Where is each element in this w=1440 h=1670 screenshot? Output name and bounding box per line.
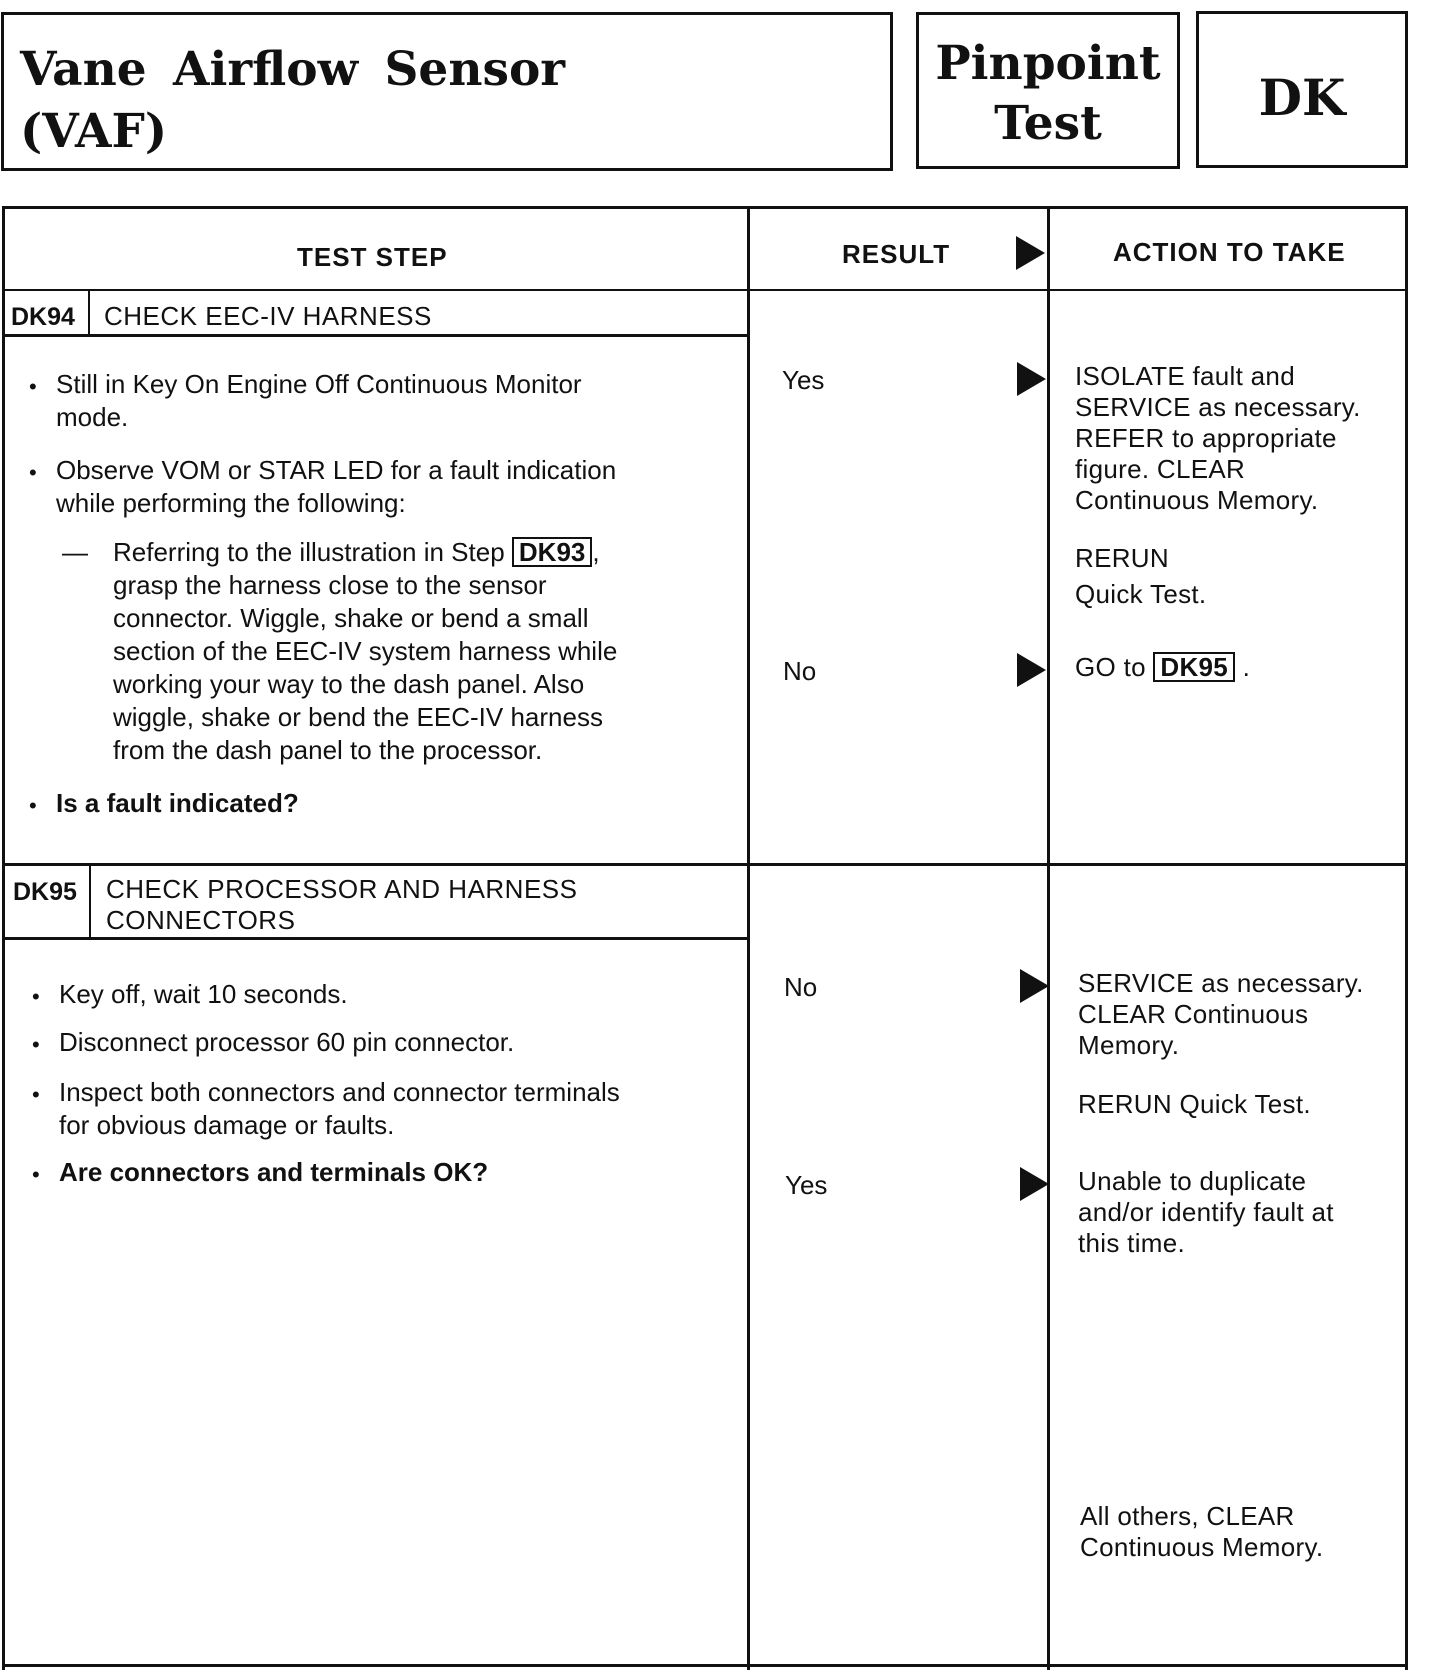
- title-line-1: Vane Airflow Sensor: [20, 42, 566, 97]
- text-span: GO to: [1075, 652, 1146, 682]
- step-text: [56, 454, 616, 520]
- header-test-step: TEST STEP: [297, 242, 448, 272]
- step-text: Disconnect processor 60 pin connector.: [59, 1027, 515, 1057]
- step-text: Key off, wait 10 seconds.: [59, 979, 348, 1009]
- step-id: DK94: [11, 303, 75, 331]
- step-text: [56, 368, 582, 434]
- step-text: [113, 536, 617, 767]
- action-text: [1075, 540, 1206, 612]
- text-line: ISOLATE fault and: [1075, 361, 1295, 391]
- action-text: [1075, 361, 1361, 516]
- text-line: Inspect both connectors and connector terminals: [59, 1077, 620, 1107]
- text-line: Observe VOM or STAR LED for a fault indication: [56, 455, 617, 485]
- title-box: [1, 12, 893, 171]
- action-text: RERUN Quick Test.: [1078, 1089, 1311, 1119]
- arrow-right-icon: [1020, 1167, 1049, 1201]
- text-line: REFER to appropriate: [1075, 423, 1337, 453]
- dash-mark: —: [62, 537, 88, 567]
- result-yes: Yes: [785, 1170, 828, 1200]
- step-title: CHECK EEC-IV HARNESS: [104, 301, 432, 331]
- text-line: mode.: [56, 402, 129, 432]
- pinpoint-label: Pinpoint: [935, 36, 1161, 91]
- step-reference-link[interactable]: DK93: [512, 537, 592, 567]
- text-line: CONNECTORS: [106, 905, 296, 935]
- bullet-icon: •: [32, 984, 40, 1009]
- result-yes: Yes: [782, 365, 825, 395]
- arrow-right-icon: [1017, 653, 1046, 687]
- step-question: Is a fault indicated?: [56, 788, 299, 818]
- text-line: SERVICE as necessary.: [1075, 392, 1361, 422]
- text-line: Unable to duplicate: [1078, 1166, 1307, 1196]
- header-result: RESULT: [842, 239, 951, 269]
- text-line: Continuous Memory.: [1075, 485, 1319, 515]
- text-line: this time.: [1078, 1228, 1186, 1258]
- step-title: [106, 874, 577, 936]
- arrow-right-icon: [1016, 236, 1045, 270]
- step-text: [59, 1076, 620, 1142]
- text-span: Referring to the illustration in Step: [113, 537, 505, 567]
- arrow-right-icon: [1020, 969, 1049, 1003]
- step-reference-link[interactable]: DK95: [1153, 652, 1235, 682]
- test-label: Test: [994, 96, 1102, 151]
- text-line: All others, CLEAR: [1080, 1501, 1295, 1531]
- bullet-icon: •: [32, 1032, 40, 1057]
- pinpoint-test-box: [916, 12, 1180, 169]
- test-code-box: [1196, 11, 1408, 168]
- text-line: Memory.: [1078, 1030, 1180, 1060]
- text-line: SERVICE as necessary.: [1078, 968, 1364, 998]
- text-line: section of the EEC-IV system harness while: [113, 636, 618, 666]
- text-line: Still in Key On Engine Off Continuous Monitor: [56, 369, 582, 399]
- text-line: figure. CLEAR: [1075, 454, 1246, 484]
- bullet-icon: •: [32, 1162, 40, 1187]
- bullet-icon: •: [29, 460, 37, 485]
- text-line: Continuous Memory.: [1080, 1532, 1324, 1562]
- arrow-right-icon: [1017, 362, 1046, 396]
- action-text: [1078, 968, 1364, 1061]
- text-line: and/or identify fault at: [1078, 1197, 1334, 1227]
- text-span: ,: [592, 537, 600, 567]
- text-line: CHECK PROCESSOR AND HARNESS: [106, 874, 578, 904]
- step-question: Are connectors and terminals OK?: [59, 1157, 489, 1187]
- result-no: No: [784, 972, 818, 1002]
- header-action: ACTION TO TAKE: [1113, 237, 1346, 267]
- action-text: [1078, 1166, 1334, 1259]
- text-line: RERUN: [1075, 543, 1169, 573]
- text-span: .: [1242, 652, 1251, 682]
- text-line: wiggle, shake or bend the EEC-IV harness: [113, 702, 603, 732]
- action-text: [1080, 1501, 1323, 1563]
- bullet-icon: •: [32, 1082, 40, 1107]
- result-no: No: [783, 656, 817, 686]
- text-line: grasp the harness close to the sensor: [113, 570, 547, 600]
- text-line: from the dash panel to the processor.: [113, 735, 543, 765]
- text-line: [113, 536, 617, 569]
- step-id: DK95: [13, 878, 77, 906]
- text-line: CLEAR Continuous: [1078, 999, 1309, 1029]
- text-line: while performing the following:: [56, 488, 406, 518]
- test-code: DK: [1258, 68, 1346, 127]
- page-title: [20, 39, 565, 163]
- text-line: connector. Wiggle, shake or bend a small: [113, 603, 589, 633]
- bullet-icon: •: [29, 374, 37, 399]
- action-text: [1075, 652, 1250, 683]
- bullet-icon: •: [29, 793, 37, 818]
- text-line: Quick Test.: [1075, 579, 1207, 609]
- title-line-2: (VAF): [20, 104, 168, 159]
- text-line: working your way to the dash panel. Also: [113, 669, 585, 699]
- text-line: for obvious damage or faults.: [59, 1110, 395, 1140]
